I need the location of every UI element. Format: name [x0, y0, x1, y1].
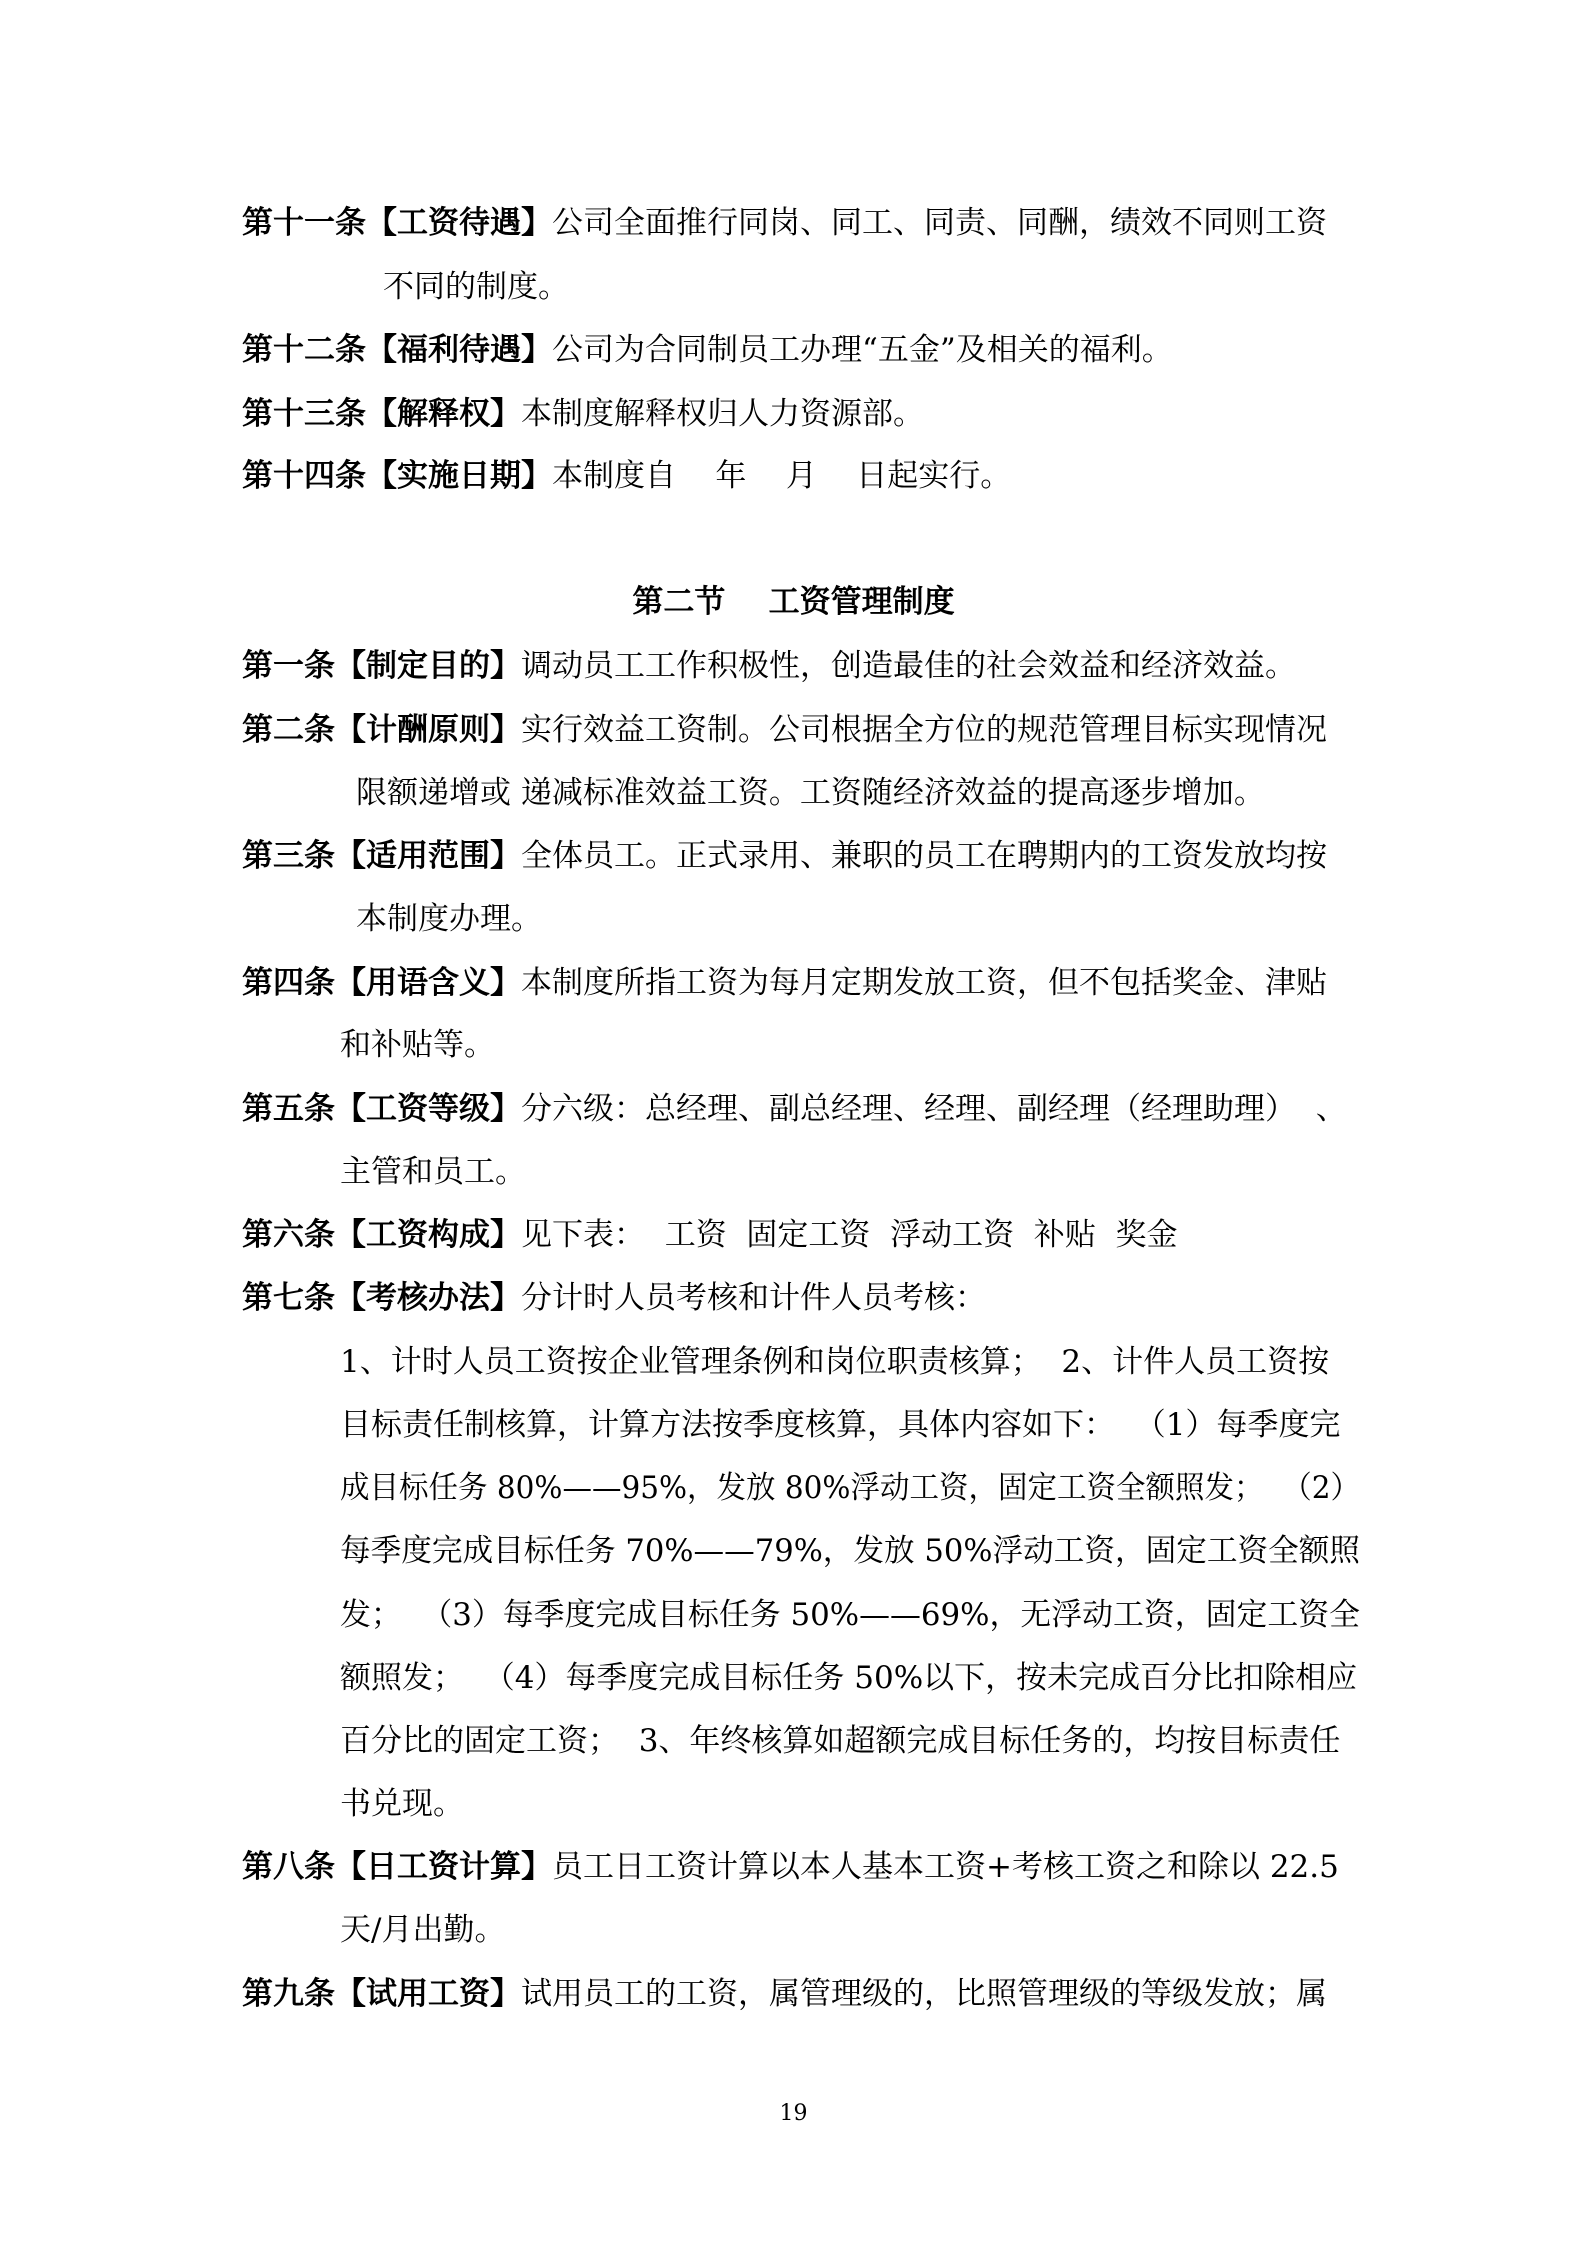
article-heading: 第十一条【工资待遇】: [242, 205, 552, 241]
article-heading: 第八条【日工资计算】: [242, 1849, 552, 1885]
section-title: 第二节 工资管理制度: [632, 584, 955, 620]
page-number: 19: [779, 2101, 808, 2126]
article-text: 调动员工工作积极性，创造最佳的社会效益和经济效益。: [521, 648, 1296, 684]
article-heading: 第十二条【福利待遇】: [242, 332, 552, 368]
article-1: [242, 646, 1296, 686]
article-3-continuation: 本制度办理。: [356, 901, 542, 937]
article-4: [242, 963, 1327, 1003]
article-7-body-line: 1、计时人员工资按企业管理条例和岗位职责核算； 2、计件人员工资按: [340, 1344, 1330, 1380]
article-7-body-line: 目标责任制核算，计算方法按季度核算，具体内容如下： （1）每季度完: [340, 1407, 1341, 1443]
article-heading: 第五条【工资等级】: [242, 1091, 521, 1127]
article-text: 本制度解释权归人力资源部。: [521, 396, 924, 432]
article-3: [242, 836, 1327, 876]
article-heading: 第七条【考核办法】: [242, 1280, 521, 1316]
article-9: [242, 1974, 1327, 2014]
article-11: [242, 203, 1327, 243]
article-text: 员工日工资计算以本人基本工资+考核工资之和除以 22.5: [552, 1849, 1339, 1885]
article-heading: 第六条【工资构成】: [242, 1217, 521, 1253]
article-2-continuation: 限额递增或 递减标准效益工资。工资随经济效益的提高逐步增加。: [356, 775, 1265, 811]
article-7-body-line: 发； （3）每季度完成目标任务 50%——69%，无浮动工资，固定工资全: [340, 1597, 1360, 1633]
article-12: [242, 330, 1173, 370]
article-text: 分计时人员考核和计件人员考核：: [521, 1280, 986, 1316]
article-13: [242, 394, 924, 434]
article-8-continuation: 天/月出勤。: [340, 1912, 506, 1948]
article-2: [242, 710, 1327, 750]
article-6: [242, 1215, 1178, 1255]
article-8: [242, 1847, 1339, 1887]
article-14: [242, 456, 1011, 496]
article-7-body-line: 书兑现。: [340, 1786, 464, 1822]
article-5-continuation: 主管和员工。: [340, 1154, 526, 1190]
article-text: 见下表： 工资 固定工资 浮动工资 补贴 奖金: [521, 1217, 1178, 1253]
article-heading: 第十三条【解释权】: [242, 396, 521, 432]
article-11-continuation: 不同的制度。: [383, 269, 569, 305]
article-7: [242, 1278, 986, 1318]
article-5: [242, 1089, 1347, 1129]
article-text: 全体员工。正式录用、兼职的员工在聘期内的工资发放均按: [521, 838, 1327, 874]
article-7-body-line: 每季度完成目标任务 70%——79%，发放 50%浮动工资，固定工资全额照: [340, 1533, 1361, 1569]
article-text: 试用员工的工资，属管理级的，比照管理级的等级发放；属: [521, 1976, 1327, 2012]
article-heading: 第一条【制定目的】: [242, 648, 521, 684]
article-text: 实行效益工资制。公司根据全方位的规范管理目标实现情况: [521, 712, 1327, 748]
article-heading: 第十四条【实施日期】: [242, 458, 552, 494]
article-heading: 第三条【适用范围】: [242, 838, 521, 874]
article-7-body-line: 成目标任务 80%——95%，发放 80%浮动工资，固定工资全额照发； （2）: [340, 1470, 1360, 1506]
article-heading: 第二条【计酬原则】: [242, 712, 521, 748]
article-4-continuation: 和补贴等。: [340, 1027, 495, 1063]
article-text: 本制度所指工资为每月定期发放工资，但不包括奖金、津贴: [521, 965, 1327, 1001]
article-text: 本制度自 年 月 日起实行。: [552, 458, 1012, 494]
article-heading: 第九条【试用工资】: [242, 1976, 521, 2012]
article-heading: 第四条【用语含义】: [242, 965, 521, 1001]
article-text: 分六级：总经理、副总经理、经理、副经理（经理助理） 、: [521, 1091, 1347, 1127]
article-text: 公司为合同制员工办理“五金”及相关的福利。: [552, 332, 1173, 368]
article-7-body-line: 额照发； （4）每季度完成目标任务 50%以下，按未完成百分比扣除相应: [340, 1660, 1358, 1696]
article-7-body-line: 百分比的固定工资； 3、年终核算如超额完成目标任务的，均按目标责任: [340, 1723, 1341, 1759]
article-text: 公司全面推行同岗、同工、同责、同酬，绩效不同则工资: [552, 205, 1327, 241]
